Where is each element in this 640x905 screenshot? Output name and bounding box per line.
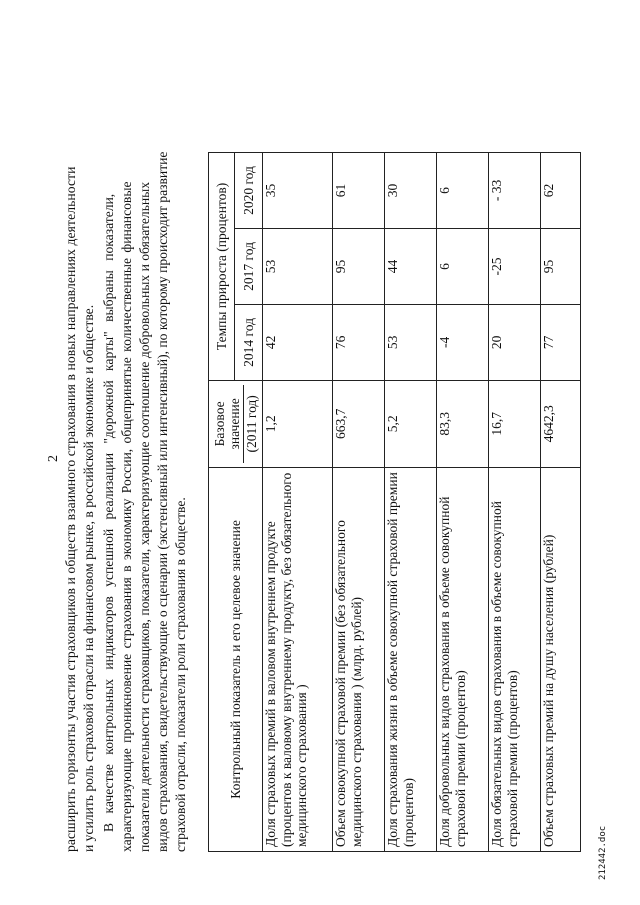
paragraph-line-1: расширить горизонты участия страховщиков и обществ взаимного страхования в новых направлениях деятельности <box>63 166 78 852</box>
row-2014: 77 <box>541 304 581 380</box>
paragraph-line-5: показатели деятельности страховщиков, показатели, характеризующие соотношение добровольных и обязательных <box>137 181 152 852</box>
header-2017: 2017 год <box>235 228 263 304</box>
row-base: 16,7 <box>489 380 541 467</box>
row-2014: 20 <box>489 304 541 380</box>
table-row <box>489 153 541 852</box>
paragraph-line-4: характеризующие проникновение страхования в экономику России, общепринятые количественные финансовые <box>119 181 134 852</box>
table-row <box>541 153 581 852</box>
header-base: Базовое значение (2011 год) <box>209 380 263 467</box>
row-2020: 62 <box>541 153 581 229</box>
row-2017: -25 <box>489 228 541 304</box>
row-2014: -4 <box>437 304 489 380</box>
paragraph-line-7: страховой отрасли, показатели роли страхования в обществе. <box>173 497 188 852</box>
row-2017: 44 <box>385 228 437 304</box>
indicators-table-wrapper <box>208 152 581 852</box>
table-row <box>437 153 489 852</box>
table-row <box>333 153 385 852</box>
row-label: Доля страхования жизни в объеме совокупной страховой премии (процентов) <box>385 467 437 851</box>
row-label: Объем страховых премий на душу населения (рублей) <box>541 467 581 851</box>
row-2020: - 33 <box>489 153 541 229</box>
paragraph-line-2: и усилить роль страховой отрасли на финансовом рынке, в российской экономике и обществе. <box>81 304 96 852</box>
row-label: Доля страховых премий в валовом внутреннем продукте (процентов к валовому внутреннему продукту, без обязательного медицинского страхования ) <box>263 467 333 851</box>
table-row <box>385 153 437 852</box>
row-2017: 95 <box>333 228 385 304</box>
paragraph-line-3: В качестве контрольных индикаторов успешной реализации "дорожной карты" выбраны показатели, <box>101 193 116 832</box>
row-label: Доля обязательных видов страхования в объеме совокупной страховой премии (процентов) <box>489 467 541 851</box>
row-base: 4642,3 <box>541 380 581 467</box>
row-label: Доля добровольных видов страхования в объеме совокупной страховой премии (процентов) <box>437 467 489 851</box>
row-label: Объем совокупной страховой премии (без обязательного медицинского страхования ) (млрд. рублей) <box>333 467 385 851</box>
header-indicator: Контрольный показатель и его целевое значение <box>209 467 263 851</box>
row-2020: 61 <box>333 153 385 229</box>
row-2017: 6 <box>437 228 489 304</box>
row-base: 663,7 <box>333 380 385 467</box>
page-number: 2 <box>46 455 61 462</box>
row-2020: 6 <box>437 153 489 229</box>
row-2014: 76 <box>333 304 385 380</box>
footer-filename: 212442.doc <box>598 825 608 880</box>
row-2017: 95 <box>541 228 581 304</box>
row-2014: 42 <box>263 304 333 380</box>
row-2020: 30 <box>385 153 437 229</box>
row-2020: 35 <box>263 153 333 229</box>
row-2014: 53 <box>385 304 437 380</box>
row-2017: 53 <box>263 228 333 304</box>
header-2014: 2014 год <box>235 304 263 380</box>
row-base: 5,2 <box>385 380 437 467</box>
row-base: 1,2 <box>263 380 333 467</box>
table-row <box>263 153 333 852</box>
header-growth: Темпы прироста (процентов) <box>209 153 235 381</box>
indicators-table <box>208 152 581 852</box>
row-base: 83,3 <box>437 380 489 467</box>
paragraph-line-6: видов страхования, свидетельствующие о сценарии (экстенсивный или интенсивный), по которому происходит развитие <box>155 151 170 852</box>
header-2020: 2020 год <box>235 153 263 229</box>
